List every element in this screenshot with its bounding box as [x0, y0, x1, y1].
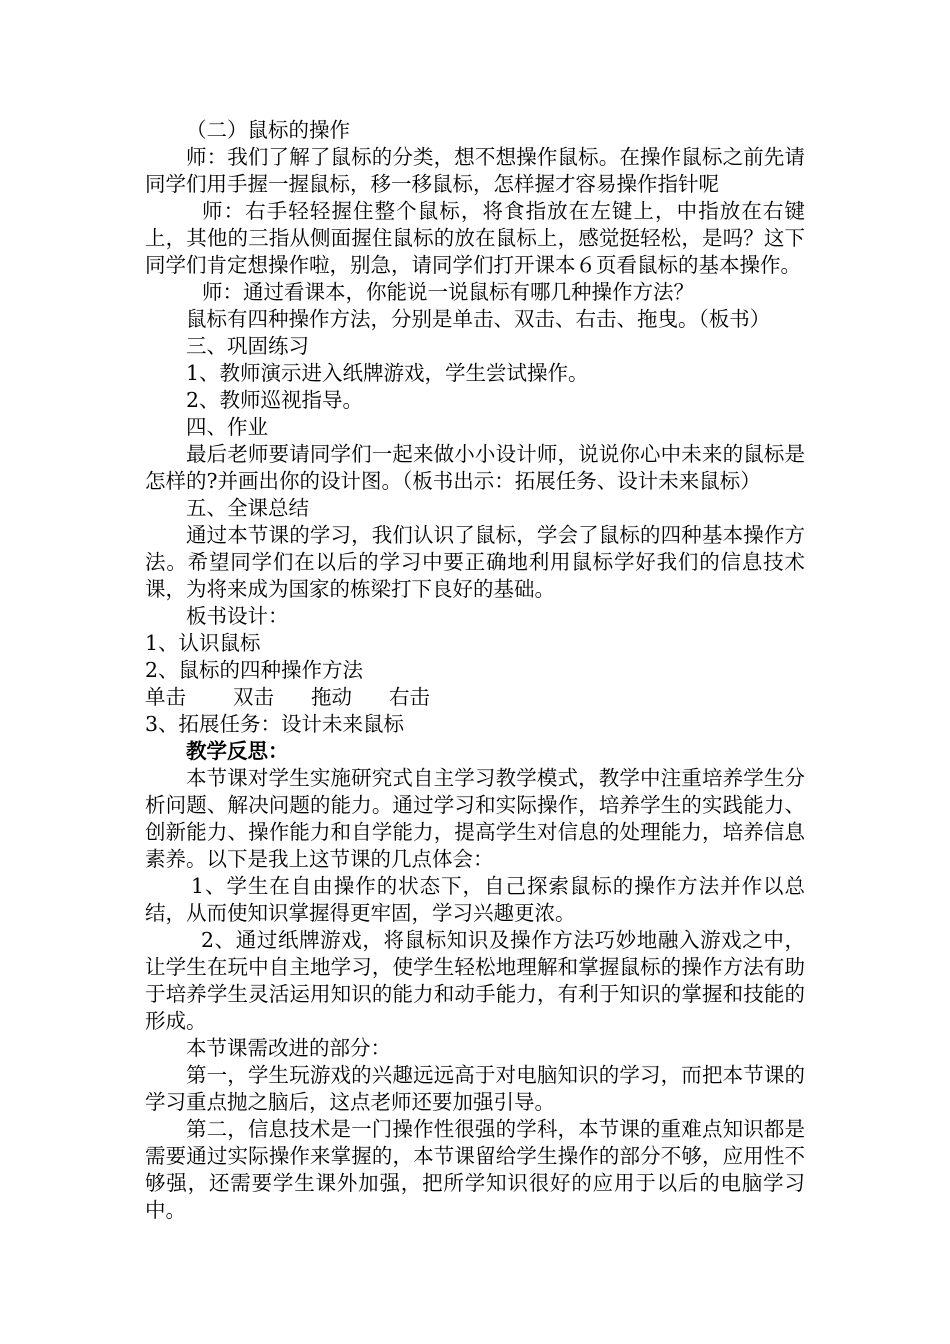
- section-heading-practice: 三、巩固练习: [186, 334, 309, 358]
- paragraph: 最后老师要请同学们一起来做小小设计师，说说你心中未来的鼠标是怎样的?并画出你的设计图。（板书出示：拓展任务、设计未来鼠标）: [145, 442, 805, 493]
- section-heading-homework: 四、作业: [186, 415, 268, 439]
- operations-line: [145, 684, 805, 711]
- paragraph: 第二，信息技术是一门操作性很强的学科，本节课的重难点知识都是需要通过实际操作来掌握的，本节课留给学生操作的部分不够，应用性不够强，还需要学生课外加强，把所学知识很好的应用于以后的电脑学习中。: [145, 1117, 805, 1222]
- paragraph: 师：通过看课本，你能说一说鼠标有哪几种操作方法？: [202, 280, 694, 304]
- paragraph: 1、学生在自由操作的状态下，自己探索鼠标的操作方法并作以总结，从而使知识掌握得更牢固，学习兴趣更浓。: [145, 874, 805, 925]
- board-item: 2、鼠标的四种操作方法: [145, 658, 364, 682]
- document-body: [145, 117, 805, 1224]
- board-item: 1、认识鼠标: [145, 631, 261, 655]
- section-heading-mouse-operation: （二）鼠标的操作: [186, 118, 350, 142]
- board-item: 3、拓展任务：设计未来鼠标: [145, 712, 405, 736]
- section-heading-summary: 五、全课总结: [186, 496, 309, 520]
- paragraph: 师：右手轻轻握住整个鼠标，将食指放在左键上，中指放在右键上，其他的三指从侧面握住鼠标的放在鼠标上，感觉挺轻松，是吗？这下同学们肯定想操作啦，别急，请同学们打开课本６页看鼠标的基本操作。: [145, 199, 805, 277]
- list-item: 2、教师巡视指导。: [186, 388, 364, 412]
- list-item: 1、教师演示进入纸牌游戏，学生尝试操作。: [186, 361, 589, 385]
- board-design-heading: 板书设计：: [186, 604, 289, 628]
- paragraph: 本节课对学生实施研究式自主学习教学模式，教学中注重培养学生分析问题、解决问题的能力。通过学习和实际操作，培养学生的实践能力、创新能力、操作能力和自学能力，提高学生对信息的处理能力，培养信息素养。以下是我上这节课的几点体会：: [145, 766, 805, 871]
- paragraph: 本节课需改进的部分：: [186, 1036, 391, 1060]
- paragraph: 第一，学生玩游戏的兴趣远远高于对电脑知识的学习，而把本节课的学习重点抛之脑后，这点老师还要加强引导。: [145, 1063, 805, 1114]
- operation-drag: 拖动: [311, 685, 352, 709]
- paragraph: 鼠标有四种操作方法，分别是单击、双击、右击、拖曳。（板书）: [186, 307, 771, 331]
- paragraph: 2、通过纸牌游戏，将鼠标知识及操作方法巧妙地融入游戏之中，让学生在玩中自主地学习，使学生轻松地理解和掌握鼠标的操作方法有助于培养学生灵活运用知识的能力和动手能力，有利于知识的掌握和技能的形成。: [145, 928, 805, 1033]
- paragraph: 通过本节课的学习，我们认识了鼠标，学会了鼠标的四种基本操作方法。希望同学们在以后的学习中要正确地利用鼠标学好我们的信息技术课，为将来成为国家的栋梁打下良好的基础。: [145, 523, 805, 601]
- reflection-heading: 教学反思：: [186, 739, 289, 763]
- operation-single-click: 单击: [145, 685, 186, 709]
- operation-double-click: 双击: [233, 685, 274, 709]
- paragraph: 师：我们了解了鼠标的分类，想不想操作鼠标。在操作鼠标之前先请同学们用手握一握鼠标，移一移鼠标，怎样握才容易操作指针呢: [145, 145, 805, 196]
- operation-right-click: 右击: [389, 685, 430, 709]
